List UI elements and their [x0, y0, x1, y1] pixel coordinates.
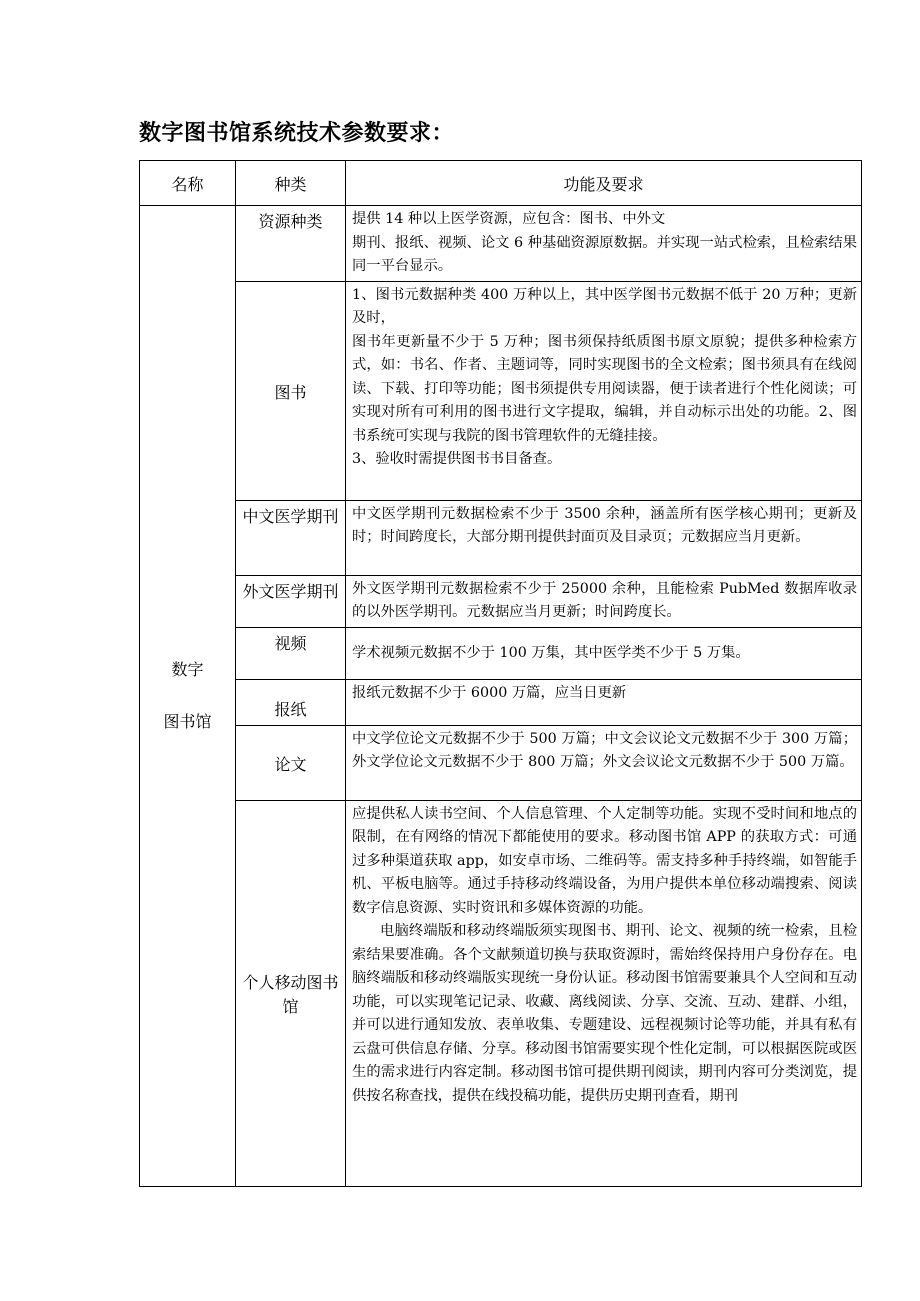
kind-cell: 报纸 — [236, 679, 346, 725]
requirements-table — [139, 160, 862, 1187]
desc-paragraph: 应提供私人读书空间、个人信息管理、个人定制等功能。实现不受时间和地点的限制，在有网络的情况下都能使用的要求。移动图书馆 APP 的获取方式：可通过多种渠道获取 app，如安卓市场、二维码等。需支持多种手持终端，如智能手机、平板电脑等。通过手持移动终端设备，为用户提供本单位移动端搜索、阅读数字信息资源、实时资讯和多媒体资源的功能。 — [352, 805, 857, 916]
kind-cell: 资源种类 — [236, 206, 346, 282]
table-row — [140, 800, 862, 1186]
header-kind: 种类 — [236, 161, 346, 206]
desc-paragraph: 期刊、报纸、视频、论文 6 种基础资源原数据。并实现一站式检索，且检索结果同一平台显示。 — [352, 234, 857, 274]
table-row — [140, 575, 862, 627]
desc-paragraph: 报纸元数据不少于 6000 万篇，应当日更新 — [352, 684, 627, 701]
desc-paragraph: 提供 14 种以上医学资源，应包含：图书、中外文 — [352, 211, 666, 227]
kind-cell: 外文医学期刊 — [236, 575, 346, 627]
header-name: 名称 — [140, 161, 236, 206]
category-cell — [140, 206, 236, 1187]
table-row — [140, 679, 862, 725]
desc-cell — [346, 800, 862, 1186]
desc-cell — [346, 281, 862, 500]
page-title: 数字图书馆系统技术参数要求： — [139, 121, 455, 146]
header-desc: 功能及要求 — [346, 161, 862, 206]
desc-paragraph: 学术视频元数据不少于 100 万集，其中医学类不少于 5 万集。 — [352, 644, 750, 661]
table-row — [140, 206, 862, 282]
desc-cell — [346, 627, 862, 679]
kind-cell: 个人移动图书馆 — [236, 800, 346, 1186]
desc-paragraph: 外文医学期刊元数据检索不少于 25000 余种，且能检索 PubMed 数据库收录的以外医学期刊。元数据应当月更新；时间跨度长。 — [352, 580, 857, 620]
desc-cell — [346, 679, 862, 725]
desc-paragraph: 中文学位论文元数据不少于 500 万篇；中文会议论文元数据不少于 300 万篇；外文学位论文元数据不少于 800 万篇；外文会议论文元数据不少于 500 万篇。 — [352, 730, 857, 770]
kind-cell: 图书 — [236, 281, 346, 500]
desc-paragraph: 中文医学期刊元数据检索不少于 3500 余种，涵盖所有医学核心期刊；更新及时；时间跨度长，大部分期刊提供封面页及目录页；元数据应当月更新。 — [352, 505, 857, 545]
category-line-1: 数字 — [171, 659, 204, 679]
table-row — [140, 725, 862, 800]
desc-cell — [346, 575, 862, 627]
table-row — [140, 627, 862, 679]
table-header-row — [140, 161, 862, 206]
table-row — [140, 500, 862, 575]
category-line-2: 图书馆 — [163, 711, 212, 731]
desc-paragraph: 图书年更新量不少于 5 万种；图书须保持纸质图书原文原貌；提供多种检索方式，如：书名、作者、主题词等，同时实现图书的全文检索；图书须具有在线阅读、下载、打印等功能；图书须提供专用阅读器，便于读者进行个性化阅读；可实现对所有可利用的图书进行文字提取，编辑，并自动标示出处的功能。2、图书系统可实现与我院的图书管理软件的无缝挂接。 — [352, 333, 857, 444]
desc-paragraph: 1、图书元数据种类 400 万种以上，其中医学图书元数据不低于 20 万种；更新及时， — [352, 286, 857, 326]
kind-cell: 论文 — [236, 725, 346, 800]
desc-cell — [346, 500, 862, 575]
desc-cell — [346, 206, 862, 282]
desc-paragraph: 电脑终端版和移动终端版须实现图书、期刊、论文、视频的统一检索，且检索结果要准确。各个文献频道切换与获取资源时，需始终保持用户身份存在。电脑终端版和移动终端版实现统一身份认证。移动图书馆需要兼具个人空间和互动功能，可以实现笔记记录、收藏、离线阅读、分享、交流、互动、建群、小组，并可以进行通知发放、表单收集、专题建设、远程视频讨论等功能，并具有私有云盘可供信息存储、分享。移动图书馆需要实现个性化定制，可以根据医院或医生的需求进行内容定制。移动图书馆可提供期刊阅读，期刊内容可分类浏览，提供按名称查找，提供在线投稿功能，提供历史期刊查看，期刊 — [352, 923, 857, 1104]
kind-cell: 视频 — [236, 627, 346, 679]
desc-paragraph: 3、验收时需提供图书书目备查。 — [352, 451, 562, 467]
table-row — [140, 281, 862, 500]
kind-cell: 中文医学期刊 — [236, 500, 346, 575]
desc-cell — [346, 725, 862, 800]
